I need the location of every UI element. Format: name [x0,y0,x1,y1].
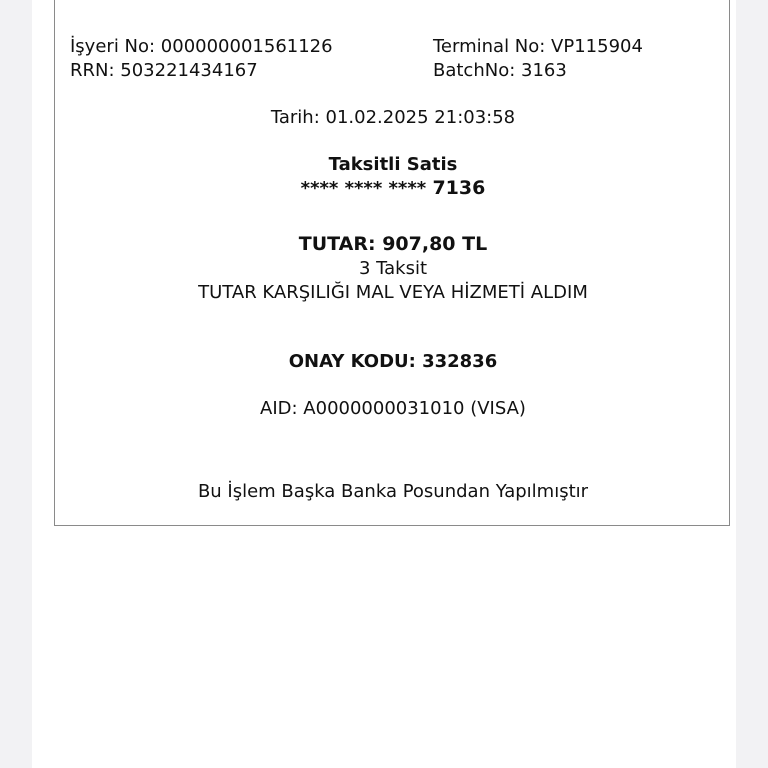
amount: TUTAR: 907,80 TL [298,233,488,255]
approval-code: ONAY KODU: 332836 [288,351,498,372]
acknowledgement: TUTAR KARŞILIĞI MAL VEYA HİZMETİ ALDIM [198,282,588,303]
footer-note: Bu İşlem Başka Banka Posundan Yapılmıştır [197,481,589,502]
pos-receipt [54,0,730,526]
card-number [55,177,731,200]
terminal-no: Terminal No: VP115904 [433,36,643,57]
document-page [32,0,736,768]
transaction-date: Tarih: 01.02.2025 21:03:58 [270,107,516,128]
batch-no: BatchNo: 3163 [433,60,567,81]
merchant-no: İşyeri No: 000000001561126 [70,36,333,57]
card-last4: 7136 [432,177,486,199]
installments: 3 Taksit [358,258,428,279]
rrn: RRN: 503221434167 [70,60,258,81]
aid: AID: A0000000031010 (VISA) [260,398,526,419]
transaction-type: Taksitli Satis [328,154,458,175]
card-mask: **** **** **** [300,178,433,199]
